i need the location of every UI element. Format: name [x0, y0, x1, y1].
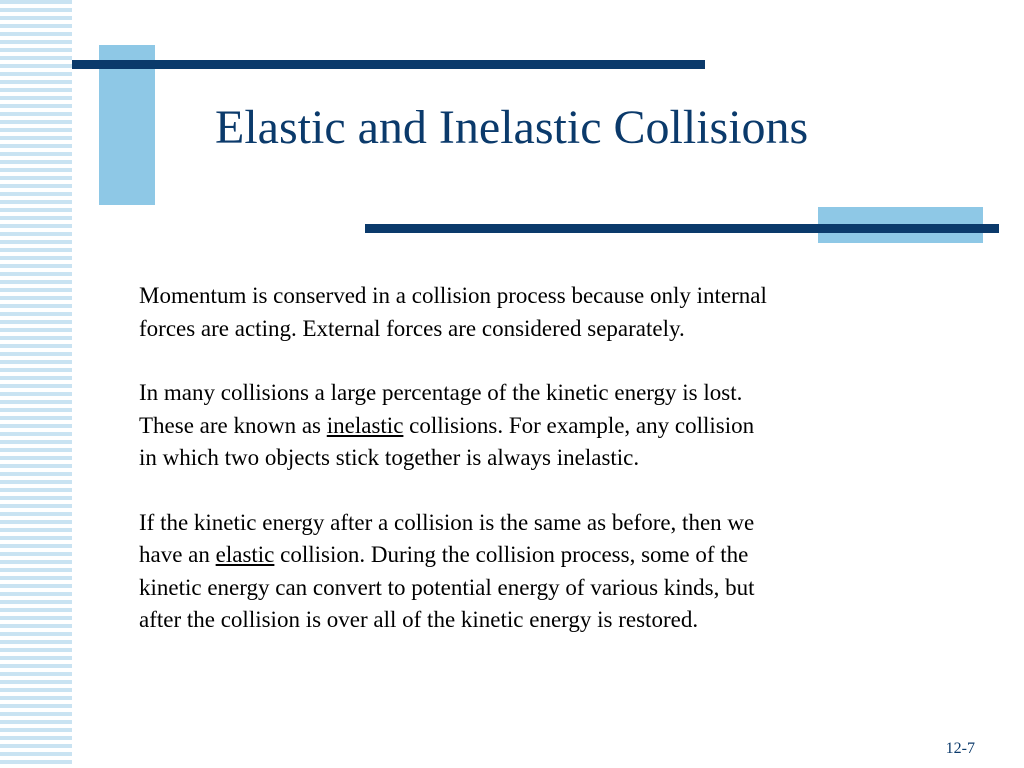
paragraph-line: forces are acting. External forces are considered separately. — [139, 315, 685, 341]
paragraph-line: If the kinetic energy after a collision is the same as before, then we — [139, 509, 755, 535]
paragraph-line-part: collision. During the collision process, some of the — [274, 542, 749, 567]
term-inelastic: inelastic — [326, 412, 404, 438]
decorative-navy-line-bottom — [365, 224, 999, 233]
paragraph-line: Momentum is conserved in a collision process because only internal — [139, 283, 767, 308]
paragraph-inelastic — [139, 377, 939, 475]
decorative-stripes — [0, 0, 72, 768]
term-elastic: elastic — [215, 542, 275, 567]
paragraph-line-part: These are known as — [139, 412, 327, 438]
paragraph-line: in which two objects stick together is always inelastic. — [139, 445, 640, 470]
paragraph-line: after the collision is over all of the kinetic energy is restored. — [139, 607, 699, 632]
paragraph-line-part: collisions. For example, any collision — [403, 412, 755, 438]
paragraph-line: In many collisions a large percentage of the kinetic energy is lost. — [139, 380, 743, 405]
paragraph-line: kinetic energy can convert to potential energy of various kinds, but — [139, 574, 755, 600]
paragraph-elastic — [139, 507, 939, 637]
slide-body — [139, 280, 939, 669]
decorative-navy-line-top — [72, 60, 705, 69]
decorative-blue-block-top — [99, 45, 155, 205]
slide-title: Elastic and Inelastic Collisions — [215, 101, 809, 154]
paragraph-line-part: have an — [139, 542, 216, 567]
paragraph-momentum — [139, 280, 939, 345]
slide-number: 12-7 — [945, 740, 975, 757]
